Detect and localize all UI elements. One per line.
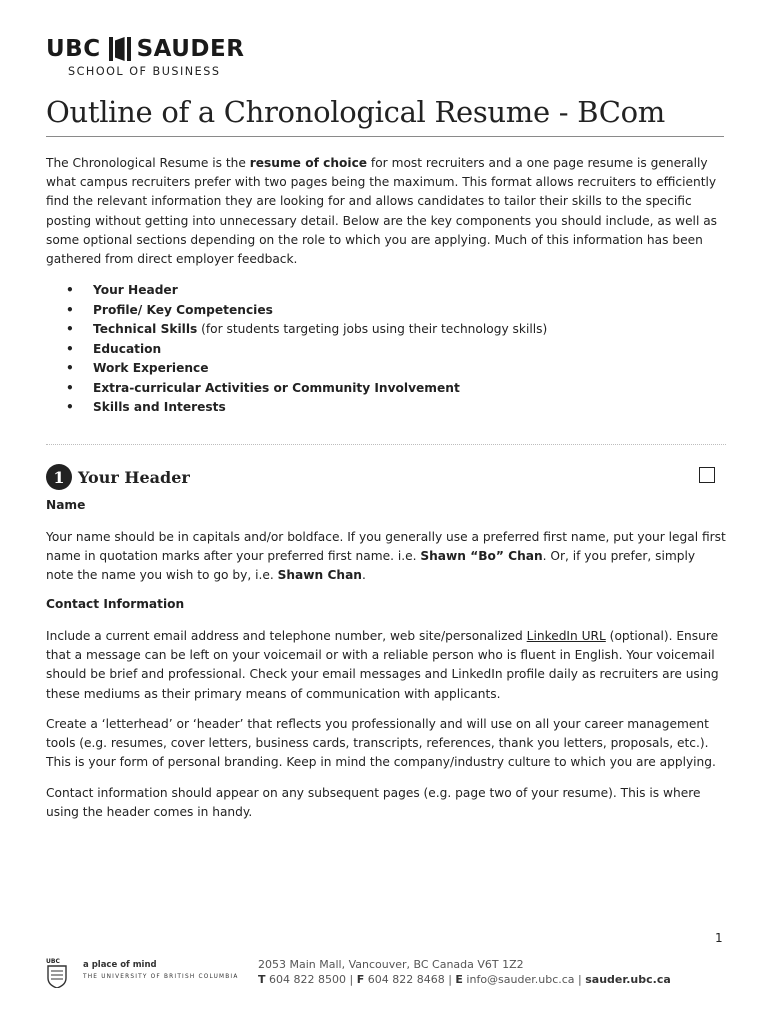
logo-ubc-text: UBC	[46, 36, 101, 62]
intro-paragraph	[46, 154, 726, 269]
list-item: • Skills and Interests	[66, 400, 226, 414]
footer-website-link[interactable]: sauder.ubc.ca	[585, 973, 671, 986]
page-number: 1	[715, 931, 723, 945]
ubc-sauder-logo	[46, 36, 266, 82]
section-title: Your Header	[78, 467, 190, 487]
list-item: • Technical Skills (for students targeting jobs using their technology skills)	[66, 322, 548, 336]
linkedin-link[interactable]: LinkedIn URL	[526, 629, 606, 643]
list-item: • Work Experience	[66, 361, 209, 375]
page-title: Outline of a Chronological Resume - BCom	[46, 92, 724, 137]
name-paragraph: Your name should be in capitals and/or boldface. If you generally use a preferred first name, put your legal first name in quotation marks after your preferred first name. i.e. Shawn “Bo” Chan. Or, if you prefer, simply note the name you wish to go by, i.e. Shawn Chan.	[46, 530, 726, 583]
ubc-crest-icon	[46, 958, 68, 988]
list-item: • Extra-curricular Activities or Community Involvement	[66, 380, 460, 395]
section-divider	[46, 444, 726, 445]
section-checkbox[interactable]	[699, 467, 715, 483]
footer-address: 2053 Main Mall, Vancouver, BC Canada V6T 1Z2	[258, 958, 524, 971]
logo-subtitle: SCHOOL OF BUSINESS	[68, 65, 221, 78]
list-item: • Your Header	[66, 283, 178, 297]
subsequent-pages-paragraph: Contact information should appear on any subsequent pages (e.g. page two of your resume). This is where using the header comes in handy.	[46, 786, 701, 820]
list-item: • Education	[66, 341, 162, 356]
crest-text: UBC	[46, 958, 60, 965]
footer	[46, 956, 726, 996]
logo-sauder-text: SAUDER	[136, 36, 245, 62]
name-label: Name	[46, 498, 86, 512]
sauder-mark-icon	[109, 37, 131, 61]
footer-tagline: a place of mind	[83, 960, 157, 970]
section-number-badge: 1	[46, 464, 72, 490]
intro-text-1: The Chronological Resume is the	[46, 156, 250, 170]
intro-bold: resume of choice	[249, 156, 368, 170]
footer-university: THE UNIVERSITY OF BRITISH COLUMBIA	[83, 974, 239, 980]
components-list	[66, 281, 547, 418]
section-heading	[46, 464, 190, 490]
intro-text-2: for most recruiters and a one page resume is generally what campus recruiters prefer with two pages being the maximum. This format allows recruiters to efficiently find the relevant information they are looking for and allows candidates to tailor their skills to the specific posting without getting into unnecessary detail. Below are the key components you should include, as well as some optional sections depending on the role to which you are applying. Much of this information has been gathered from direct employer feedback.	[46, 156, 718, 267]
list-item: • Profile/ Key Competencies	[66, 302, 273, 317]
letterhead-paragraph: Create a ‘letterhead’ or ‘header’ that reflects you professionally and will use on all your career management tools (e.g. resumes, cover letters, business cards, transcripts, references, thank you letters, proposals, etc.). This is your form of personal branding. Keep in mind the company/industry culture to which you are applying.	[46, 717, 716, 770]
contact-label: Contact Information	[46, 597, 185, 611]
footer-contact-line: T 604 822 8500 | F 604 822 8468 | E info@sauder.ubc.ca | sauder.ubc.ca	[258, 973, 671, 986]
contact-paragraph: Include a current email address and telephone number, web site/personalized LinkedIn URL (optional). Ensure that a message can be left on your voicemail or with a reliable person who is fluent in English. Your voicemail should be brief and professional. Check your email messages and LinkedIn profile daily as recruiters are using these mediums as their primary means of communication with applicants.	[46, 629, 719, 701]
